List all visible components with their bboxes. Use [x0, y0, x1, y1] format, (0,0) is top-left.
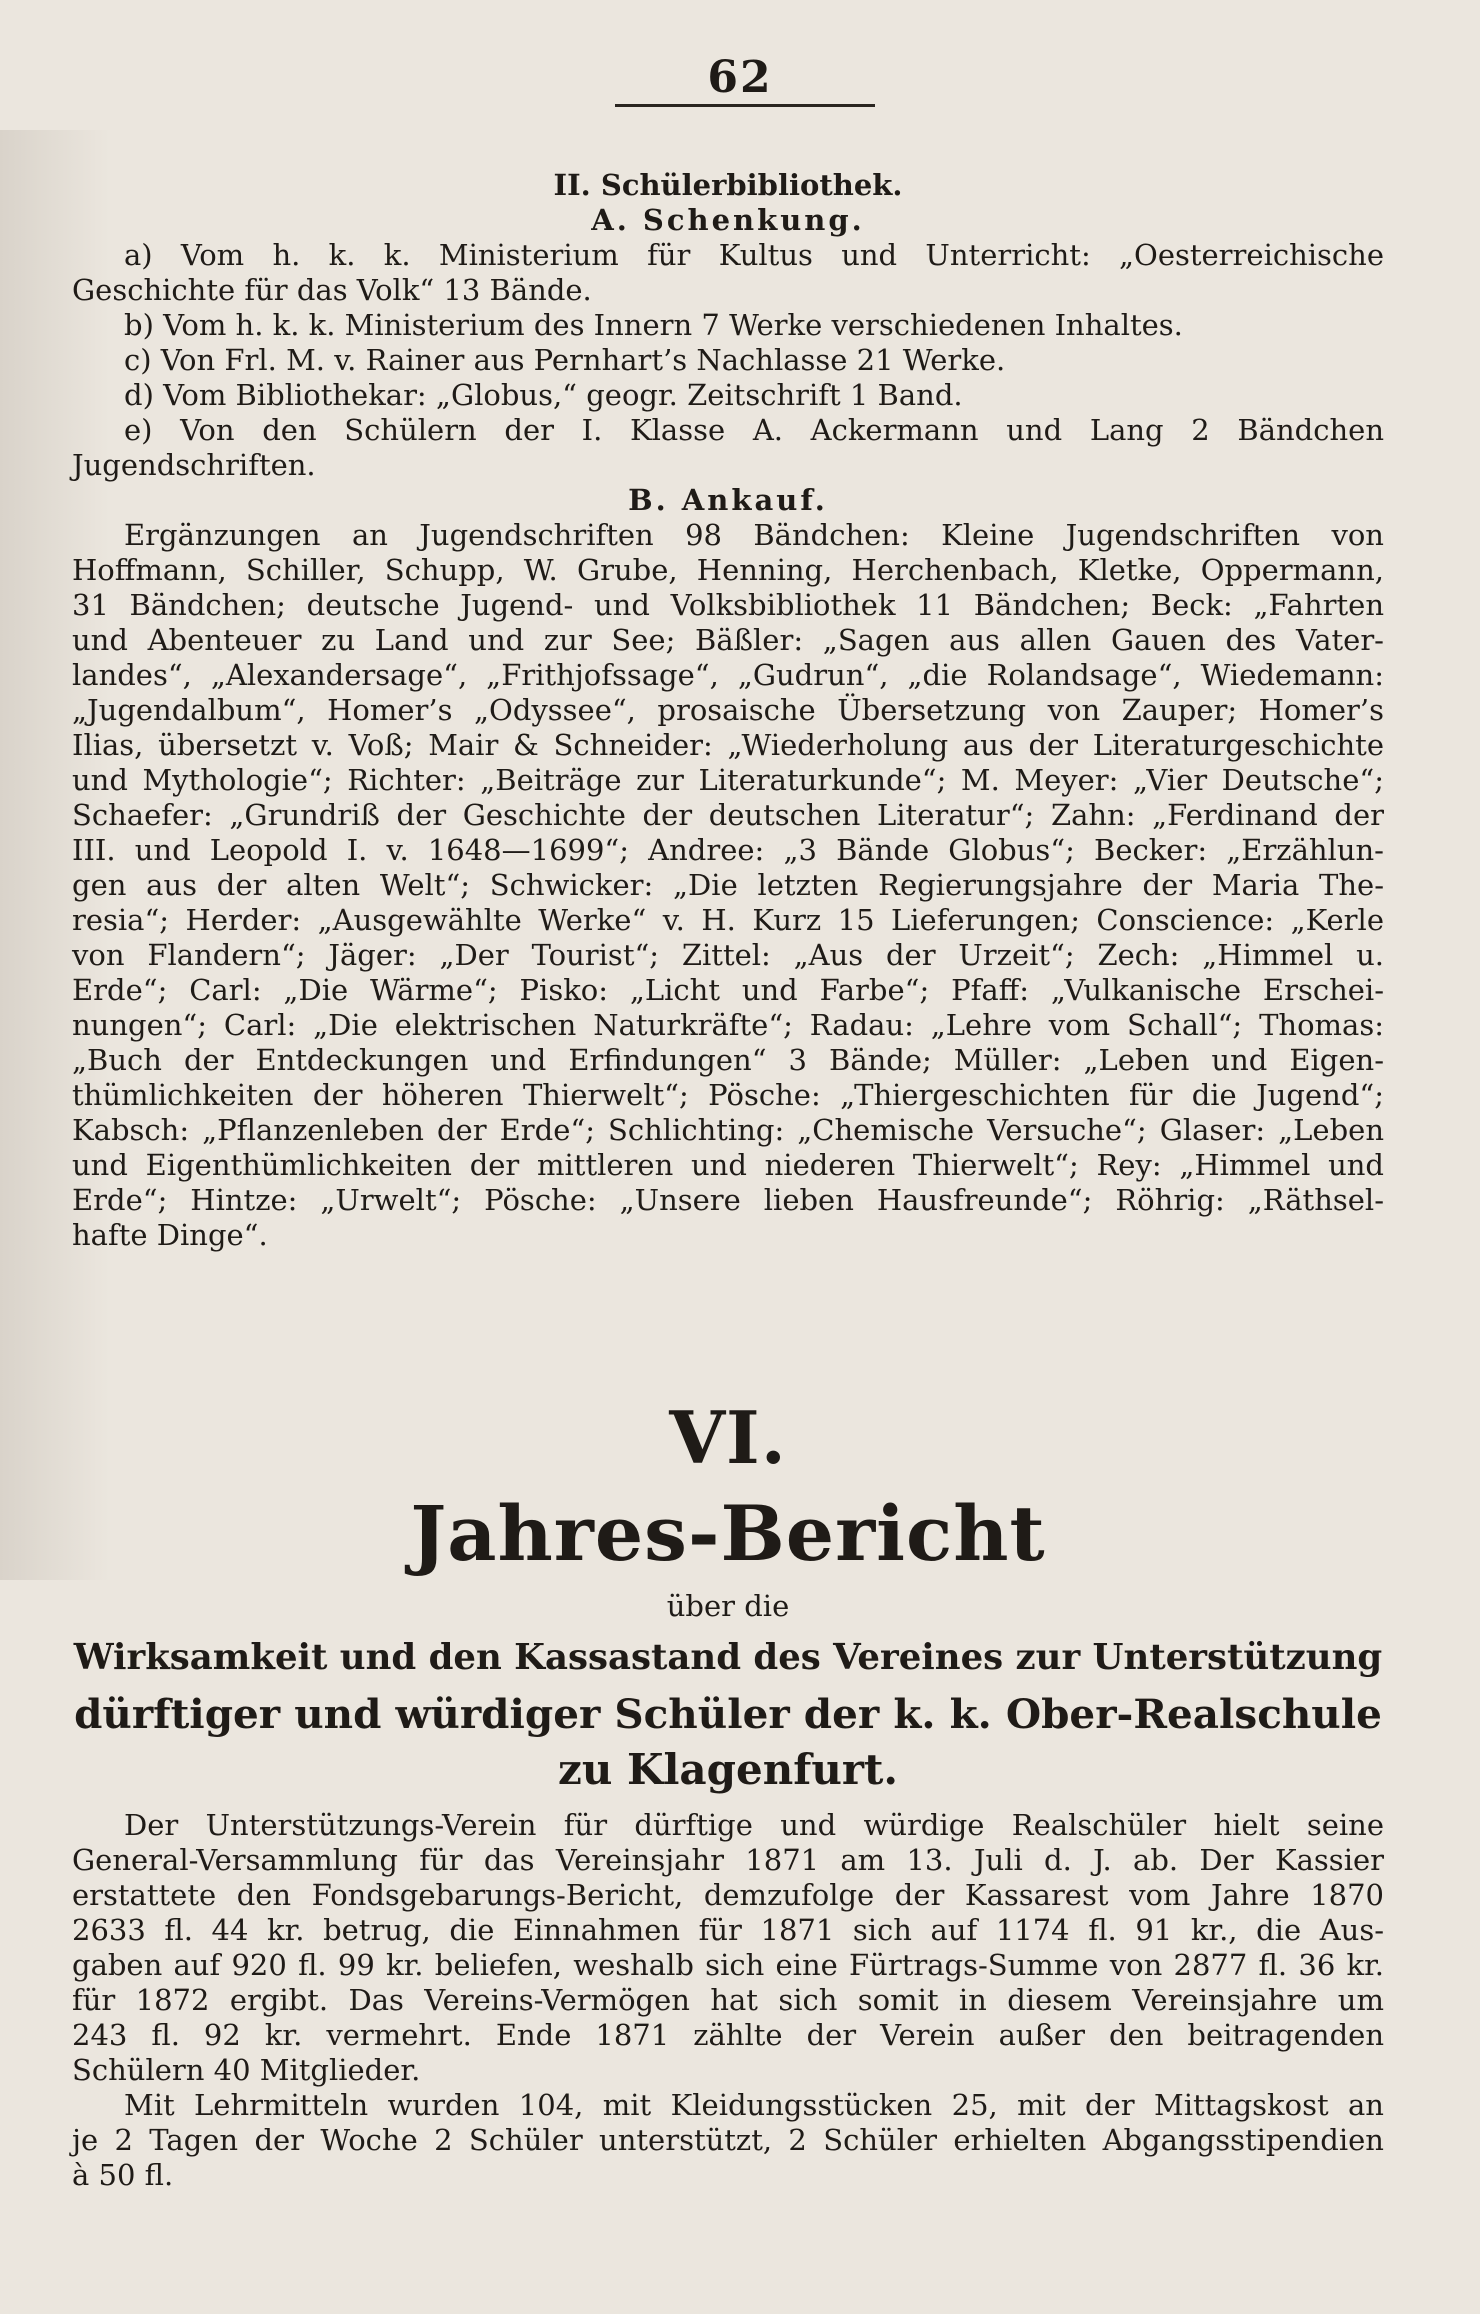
purchase-line: Hoffmann, Schiller, Schupp, W. Grube, Henning, Herchenbach, Kletke, Oppermann, [72, 553, 1384, 587]
report-line: à 50 fl. [72, 2158, 174, 2192]
report-over: über die [666, 1589, 790, 1623]
purchase-heading: B. Ankauf. [628, 483, 828, 517]
donation-line: a) Vom h. k. k. Ministerium für Kultus und Unterricht: „Oesterreichische [124, 238, 1384, 272]
donation-line: e) Von den Schülern der I. Klasse A. Ackermann und Lang 2 Bändchen [124, 413, 1384, 447]
purchase-line: nungen“; Carl: „Die elektrischen Naturkräfte“; Radau: „Lehre vom Schall“; Thomas: [72, 1008, 1384, 1042]
purchase-line: „Buch der Entdeckungen und Erfindungen“ 3 Bände; Müller: „Leben und Eigen- [72, 1043, 1384, 1077]
report-line: Mit Lehrmitteln wurden 104, mit Kleidungsstücken 25, mit der Mittagskost an [124, 2088, 1384, 2122]
library-heading: II. Schülerbibliothek. [553, 168, 903, 202]
purchase-line: hafte Dinge“. [72, 1218, 268, 1252]
library-section [72, 168, 1384, 1253]
purchase-line: gen aus der alten Welt“; Schwicker: „Die letzten Regierungsjahre der Maria The- [72, 868, 1384, 902]
donation-line: d) Vom Bibliothekar: „Globus,“ geogr. Zeitschrift 1 Band. [124, 378, 963, 412]
report-line: Schülern 40 Mitglieder. [72, 2053, 421, 2087]
report-line: General-Versammlung für das Vereinsjahr 1871 am 13. Juli d. J. ab. Der Kassier [72, 1843, 1384, 1877]
report-line: erstattete den Fondsgebarungs-Bericht, demzufolge der Kassarest vom Jahre 1870 [72, 1878, 1384, 1912]
donation-heading: A. Schenkung. [591, 203, 865, 237]
section-number: VI. [669, 1395, 787, 1480]
purchase-line: Ilias, übersetzt v. Voß; Mair & Schneider: „Wiederholung aus der Literaturgeschichte [72, 728, 1384, 762]
purchase-line: Erde“; Hintze: „Urwelt“; Pösche: „Unsere lieben Hausfreunde“; Röhrig: „Räthsel- [72, 1183, 1384, 1217]
report-line: Der Unterstützungs-Verein für dürftige und würdige Realschüler hielt seine [124, 1808, 1384, 1842]
report-line: 2633 fl. 44 kr. betrug, die Einnahmen für 1871 sich auf 1174 fl. 91 kr., die Aus- [72, 1913, 1384, 1947]
report-subtitle-line: zu Klagenfurt. [557, 1745, 899, 1794]
page-number-rule [615, 104, 875, 107]
report-line: je 2 Tagen der Woche 2 Schüler unterstützt, 2 Schüler erhielten Abgangsstipendien [72, 2123, 1384, 2157]
report-line: gaben auf 920 fl. 99 kr. beliefen, weshalb sich eine Fürtrags-Summe von 2877 fl. 36 kr. [72, 1948, 1384, 1982]
report-subtitle-line: dürftiger und würdiger Schüler der k. k. Ober-Realschule [74, 1690, 1382, 1738]
purchase-line: Ergänzungen an Jugendschriften 98 Bändchen: Kleine Jugendschriften von [124, 518, 1384, 552]
report-section [72, 1395, 1384, 2193]
purchase-line: „Jugendalbum“, Homer’s „Odyssee“, prosaische Übersetzung von Zauper; Homer’s [72, 693, 1384, 727]
purchase-line: resia“; Herder: „Ausgewählte Werke“ v. H. Kurz 15 Lieferungen; Conscience: „Kerle [72, 903, 1384, 937]
purchase-line: thümlichkeiten der höheren Thierwelt“; Pösche: „Thiergeschichten für die Jugend“; [72, 1078, 1384, 1112]
report-paragraph-1 [72, 1808, 1384, 2088]
report-line: 243 fl. 92 kr. vermehrt. Ende 1871 zählte der Verein außer den beitragenden [72, 2018, 1384, 2052]
purchase-line: Schaefer: „Grundriß der Geschichte der deutschen Literatur“; Zahn: „Ferdinand der [72, 798, 1384, 832]
purchase-line: von Flandern“; Jäger: „Der Tourist“; Zittel: „Aus der Urzeit“; Zech: „Himmel u. [72, 938, 1384, 972]
donation-line: c) Von Frl. M. v. Rainer aus Pernhart’s Nachlasse 21 Werke. [124, 343, 1006, 377]
purchase-line: 31 Bändchen; deutsche Jugend- und Volksbibliothek 11 Bändchen; Beck: „Fahrten [72, 588, 1384, 622]
purchase-line: III. und Leopold I. v. 1648—1699“; Andree: „3 Bände Globus“; Becker: „Erzählun- [72, 833, 1384, 867]
donation-line: Geschichte für das Volk“ 13 Bände. [72, 273, 592, 307]
purchase-line: und Abenteuer zu Land und zur See; Bäßler: „Sagen aus allen Gauen des Vater- [72, 623, 1384, 657]
report-subtitle-line: Wirksamkeit und den Kassastand des Vereines zur Unterstützung [73, 1637, 1383, 1678]
donation-line: Jugendschriften. [72, 448, 316, 482]
report-title: Jahres-Bericht [410, 1489, 1046, 1578]
purchase-line: und Eigenthümlichkeiten der mittleren und niederen Thierwelt“; Rey: „Himmel und [72, 1148, 1384, 1182]
purchase-line: landes“, „Alexandersage“, „Frithjofssage“, „Gudrun“, „die Rolandsage“, Wiedemann: [72, 658, 1384, 692]
page-number: 62 [707, 52, 773, 103]
purchase-line: Kabsch: „Pflanzenleben der Erde“; Schlichting: „Chemische Versuche“; Glaser: „Leben [72, 1113, 1384, 1147]
purchase-line: Erde“; Carl: „Die Wärme“; Pisko: „Licht und Farbe“; Pfaff: „Vulkanische Erschei- [72, 973, 1384, 1007]
donation-line: b) Vom h. k. k. Ministerium des Innern 7 Werke verschiedenen Inhaltes. [124, 308, 1183, 342]
report-line: für 1872 ergibt. Das Vereins-Vermögen hat sich somit in diesem Vereinsjahre um [72, 1983, 1384, 2017]
purchase-line: und Mythologie“; Richter: „Beiträge zur Literaturkunde“; M. Meyer: „Vier Deutsche“; [72, 763, 1384, 797]
report-paragraph-2 [72, 2088, 1384, 2193]
